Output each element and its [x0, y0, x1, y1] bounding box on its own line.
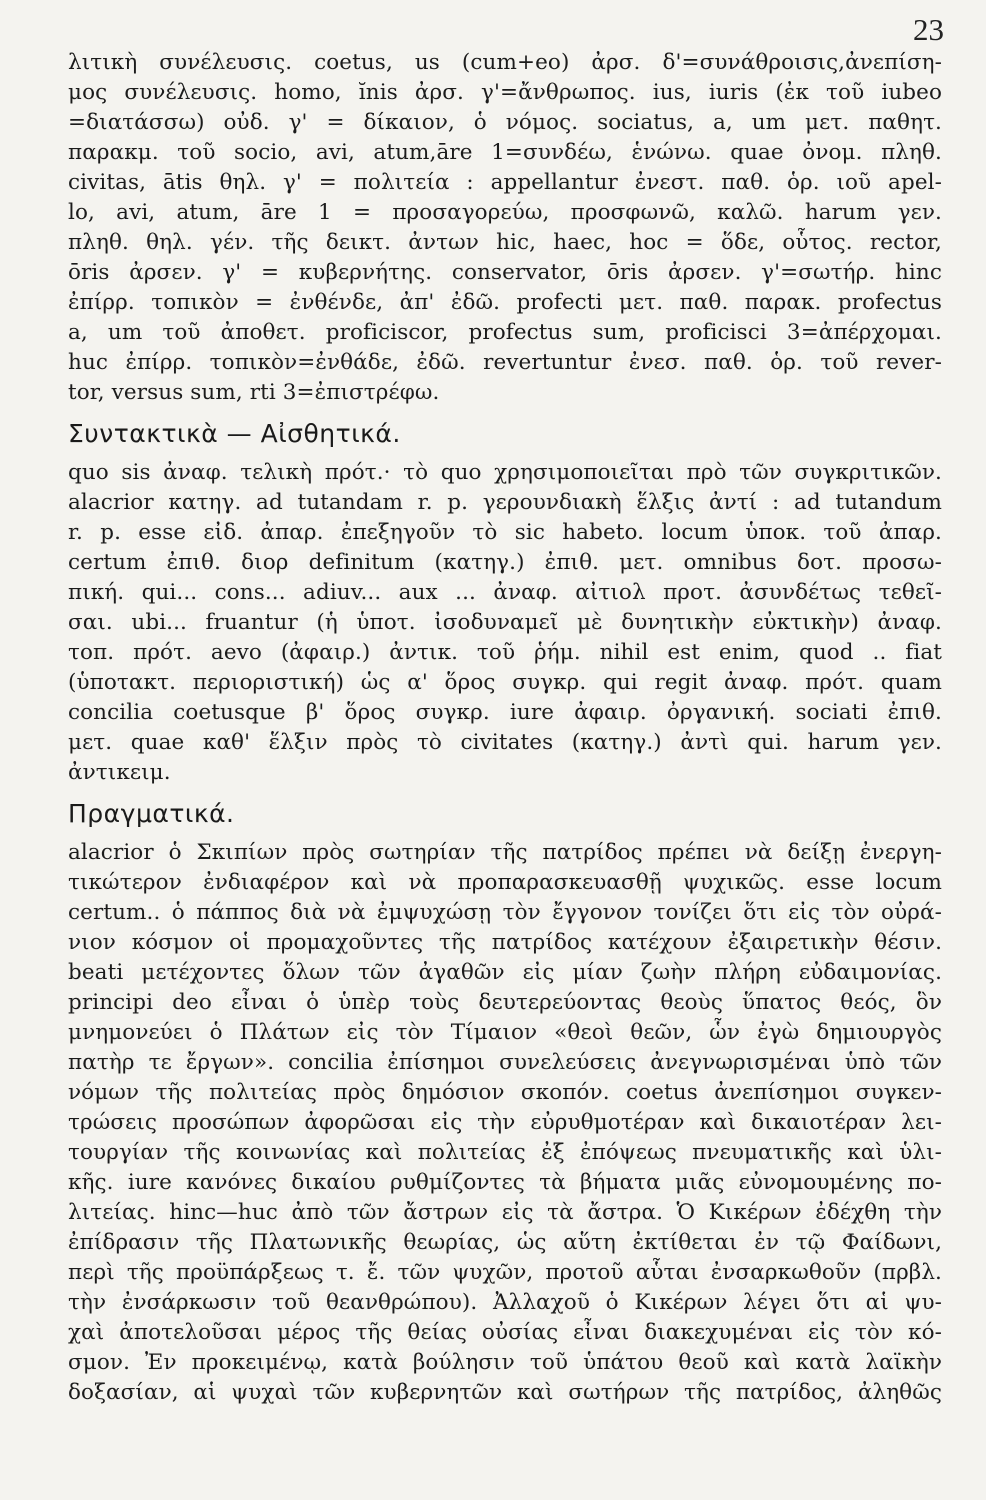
text-line: ἐπίδρασιν τῆς Πλατωνικῆς θεωρίας, ὡς αὕτη ἐκτίθεται ἐν τῷ Φαίδωνι, — [68, 1230, 942, 1255]
text-line: ἀντικειμ. — [68, 760, 171, 785]
text-line: ōris ἀρσεν. γ' = κυβερνήτης. conservator, ōris ἀρσεν. γ'=σωτήρ. hinc — [68, 260, 942, 285]
text-line: τικώτερον ἐνδιαφέρον καὶ νὰ προπαρασκευασθῇ ψυχικῶς. esse locum — [68, 870, 942, 895]
page-number: 23 — [913, 12, 944, 47]
text-line: certum.. ὁ πάππος διὰ νὰ ἐμψυχώσῃ τὸν ἔγγονον τονίζει ὅτι εἰς τὸν οὐρά- — [68, 900, 942, 925]
text-line: σαι. ubi... fruantur (ἡ ὑποτ. ἰσοδυναμεῖ μὲ δυνητικὴν εὐκτικὴν) ἀναφ. — [68, 610, 942, 635]
text-line: huc ἐπίρρ. τοπικὸν=ἐνθάδε, ἐδῶ. revertuntur ἐνεσ. παθ. ὁρ. τοῦ rever- — [68, 350, 942, 375]
text-line: κῆς. iure κανόνες δικαίου ρυθμίζοντες τὰ βήματα μιᾶς εὐνομουμένης πο- — [68, 1170, 942, 1195]
text-line: lo, avi, atum, āre 1 = προσαγορεύω, προσφωνῶ, καλῶ. harum γεν. — [68, 200, 942, 225]
text-line: tor, versus sum, rti 3=ἐπιστρέφω. — [68, 380, 440, 405]
text-line: concilia coetusque β' ὅρος συγκρ. iure ἀφαιρ. ὀργανική. sociati ἐπιθ. — [68, 700, 942, 725]
text-line: certum ἐπιθ. διορ definitum (κατηγ.) ἐπιθ. μετ. omnibus δοτ. προσω- — [68, 550, 942, 575]
text-line: (ὑποτακτ. περιοριστική) ὡς α' ὅρος συγκρ. qui regit ἀναφ. πρότ. quam — [68, 670, 942, 695]
text-line: τρώσεις προσώπων ἀφορῶσαι εἰς τὴν εὐρυθμοτέραν καὶ δικαιοτέραν λει- — [68, 1110, 942, 1135]
text-line: λιτείας. hinc—huc ἀπὸ τῶν ἄστρων εἰς τὰ ἄστρα. Ὁ Κικέρων ἐδέχθη τὴν — [68, 1200, 942, 1225]
realia-paragraph — [68, 838, 942, 1408]
text-line: πληθ. θηλ. γέν. τῆς δεικτ. ἀντων hic, haec, hoc = ὅδε, οὗτος. rector, — [68, 230, 942, 255]
text-line: σμον. Ἐν προκειμένῳ, κατὰ βούλησιν τοῦ ὑπάτου θεοῦ καὶ κατὰ λαϊκὴν — [68, 1350, 942, 1375]
text-line: principi deo εἶναι ὁ ὑπὲρ τοὺς δευτερεύοντας θεοὺς ὕπατος θεός, ὃν — [68, 990, 942, 1015]
text-line: νιον κόσμον οἱ προμαχοῦντες τῆς πατρίδος κατέχουν ἐξαιρετικὴν θέσιν. — [68, 930, 942, 955]
text-line: τοπ. πρότ. aevo (ἀφαιρ.) ἀντικ. τοῦ ῥήμ. nihil est enim, quod .. fiat — [68, 640, 942, 665]
text-line: παρακμ. τοῦ socio, avi, atum,āre 1=συνδέω, ἑνώνω. quae ὀνομ. πληθ. — [68, 140, 942, 165]
text-line: πική. qui... cons... adiuv... aux ... ἀναφ. αἰτιολ προτ. ἀσυνδέτως τεθεῖ- — [68, 580, 942, 605]
page-content — [68, 48, 942, 1408]
vocabulary-paragraph — [68, 48, 942, 408]
text-line: beati μετέχοντες ὅλων τῶν ἀγαθῶν εἰς μίαν ζωὴν πλήρη εὐδαιμονίας. — [68, 960, 942, 985]
section-heading-syntax: Συντακτικὰ — Αἰσθητικά. — [68, 419, 401, 448]
text-line: civitas, ātis θηλ. γ' = πολιτεία : appellantur ἐνεστ. παθ. ὁρ. ιοῦ apel- — [68, 170, 942, 195]
text-line: πατὴρ τε ἔργων». concilia ἐπίσημοι συνελεύσεις ἀνεγνωρισμέναι ὑπὸ τῶν — [68, 1050, 942, 1075]
text-line: quo sis ἀναφ. τελικὴ πρότ.· τὸ quo χρησιμοποιεῖται πρὸ τῶν συγκριτικῶν. — [68, 460, 942, 485]
text-line: τουργίαν τῆς κοινωνίας καὶ πολιτείας ἐξ ἐπόψεως πνευματικῆς καὶ ὑλι- — [68, 1140, 942, 1165]
text-line: χαὶ ἀποτελοῦσαι μέρος τῆς θείας οὐσίας εἶναι διακεχυμέναι εἰς τὸν κό- — [68, 1320, 942, 1345]
text-line: νόμων τῆς πολιτείας πρὸς δημόσιον σκοπόν. coetus ἀνεπίσημοι συγκεν- — [68, 1080, 942, 1105]
text-line: μνημονεύει ὁ Πλάτων εἰς τὸν Τίμαιον «θεοὶ θεῶν, ὧν ἐγὼ δημιουργὸς — [68, 1020, 942, 1045]
text-line: r. p. esse εἰδ. ἀπαρ. ἐπεξηγοῦν τὸ sic habeto. locum ὑποκ. τοῦ ἀπαρ. — [68, 520, 942, 545]
text-line: λιτικὴ συνέλευσις. coetus, us (cum+eo) ἀρσ. δ'=συνάθροισις,ἀνεπίση- — [68, 50, 942, 75]
text-line: =διατάσσω) οὐδ. γ' = δίκαιον, ὁ νόμος. sociatus, a, um μετ. παθητ. — [68, 110, 942, 135]
text-line: μετ. quae καθ' ἕλξιν πρὸς τὸ civitates (κατηγ.) ἀντὶ qui. harum γεν. — [68, 730, 942, 755]
text-line: δοξασίαν, αἱ ψυχαὶ τῶν κυβερνητῶν καὶ σωτήρων τῆς πατρίδος, ἀληθῶς — [68, 1380, 942, 1405]
text-line: a, um τοῦ ἀποθετ. proficiscor, profectus sum, proficisci 3=ἀπέρχομαι. — [68, 320, 942, 345]
text-line: alacrior ὁ Σκιπίων πρὸς σωτηρίαν τῆς πατρίδος πρέπει νὰ δείξῃ ἐνεργη- — [68, 840, 942, 865]
text-line: περὶ τῆς προϋπάρξεως τ. ἔ. τῶν ψυχῶν, προτοῦ αὗται ἐνσαρκωθοῦν (πρβλ. — [68, 1260, 942, 1285]
text-line: alacrior κατηγ. ad tutandam r. p. γερουνδιακὴ ἕλξις ἀντί : ad tutandum — [68, 490, 942, 515]
section-heading-realia: Πραγματικά. — [68, 799, 235, 828]
text-line: μος συνέλευσις. homo, ĭnis ἀρσ. γ'=ἄνθρωπος. ius, iuris (ἐκ τοῦ iubeo — [68, 80, 942, 105]
text-line: ἐπίρρ. τοπικὸν = ἐνθένδε, ἀπ' ἐδῶ. profecti μετ. παθ. παρακ. profectus — [68, 290, 942, 315]
text-line: τὴν ἐνσάρκωσιν τοῦ θεανθρώπου). Ἀλλαχοῦ ὁ Κικέρων λέγει ὅτι αἱ ψυ- — [68, 1290, 942, 1315]
syntax-paragraph — [68, 458, 942, 788]
